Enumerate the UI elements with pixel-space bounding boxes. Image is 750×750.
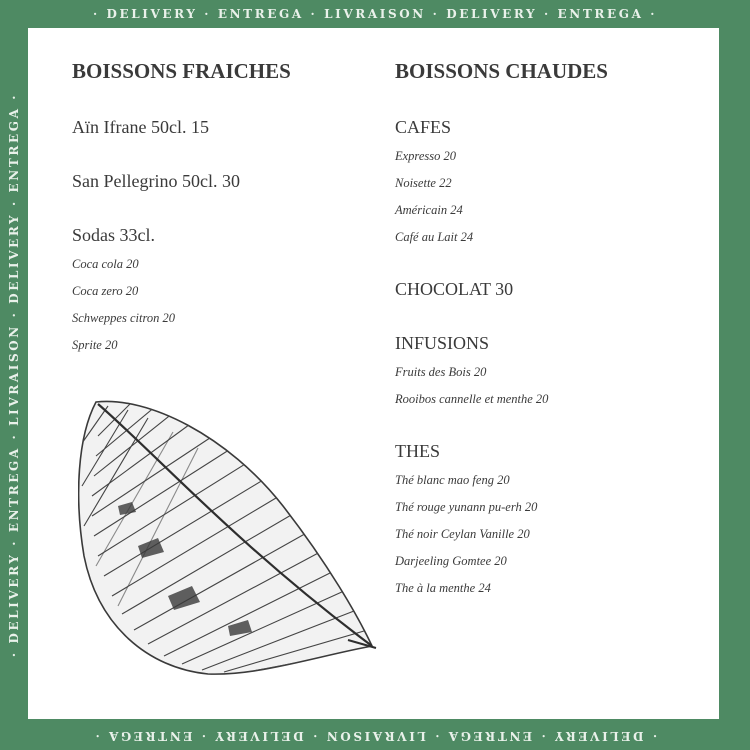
soda-item: Sprite 20 bbox=[72, 338, 118, 352]
chocolat-item: CHOCOLAT 30 bbox=[395, 279, 514, 299]
menu-panel bbox=[28, 28, 719, 719]
sodas-label: Sodas 33cl. bbox=[72, 225, 155, 245]
cold-drinks-title: BOISSONS FRAICHES bbox=[72, 59, 291, 83]
the-item: Thé blanc mao feng 20 bbox=[395, 473, 510, 487]
infusion-item: Fruits des Bois 20 bbox=[395, 365, 487, 379]
hot-drinks-title: BOISSONS CHAUDES bbox=[395, 59, 608, 83]
cafe-item: Expresso 20 bbox=[395, 149, 456, 163]
the-item: Thé rouge yunann pu-erh 20 bbox=[395, 500, 538, 514]
cafe-item: Café au Lait 24 bbox=[395, 230, 474, 244]
cafe-item: Noisette 22 bbox=[395, 176, 452, 190]
infusions-label: INFUSIONS bbox=[395, 333, 490, 353]
the-item: Darjeeling Gomtee 20 bbox=[395, 554, 507, 568]
soda-item: Coca cola 20 bbox=[72, 257, 139, 271]
the-item: The à la menthe 24 bbox=[395, 581, 491, 595]
cafes-label: CAFES bbox=[395, 117, 452, 137]
border-text-left: · DELIVERY · ENTREGA · LIVRAISON · DELIVERY · ENTREGA · bbox=[7, 92, 21, 658]
thes-label: THES bbox=[395, 441, 440, 461]
border-text-top: · DELIVERY · ENTREGA · LIVRAISON · DELIVERY · ENTREGA · bbox=[92, 7, 658, 21]
infusion-item: Rooibos cannelle et menthe 20 bbox=[395, 392, 549, 406]
leaf-illustration-icon bbox=[78, 396, 378, 686]
soda-item: Schweppes citron 20 bbox=[72, 311, 175, 325]
menu-item: San Pellegrino 50cl. 30 bbox=[72, 171, 240, 191]
menu-item: Aïn Ifrane 50cl. 15 bbox=[72, 117, 209, 137]
cafe-item: Américain 24 bbox=[395, 203, 463, 217]
the-item: Thé noir Ceylan Vanille 20 bbox=[395, 527, 530, 541]
soda-item: Coca zero 20 bbox=[72, 284, 139, 298]
border-text-bottom: · DELIVERY · ENTREGA · LIVRAISON · DELIVERY · ENTREGA · bbox=[92, 729, 658, 743]
